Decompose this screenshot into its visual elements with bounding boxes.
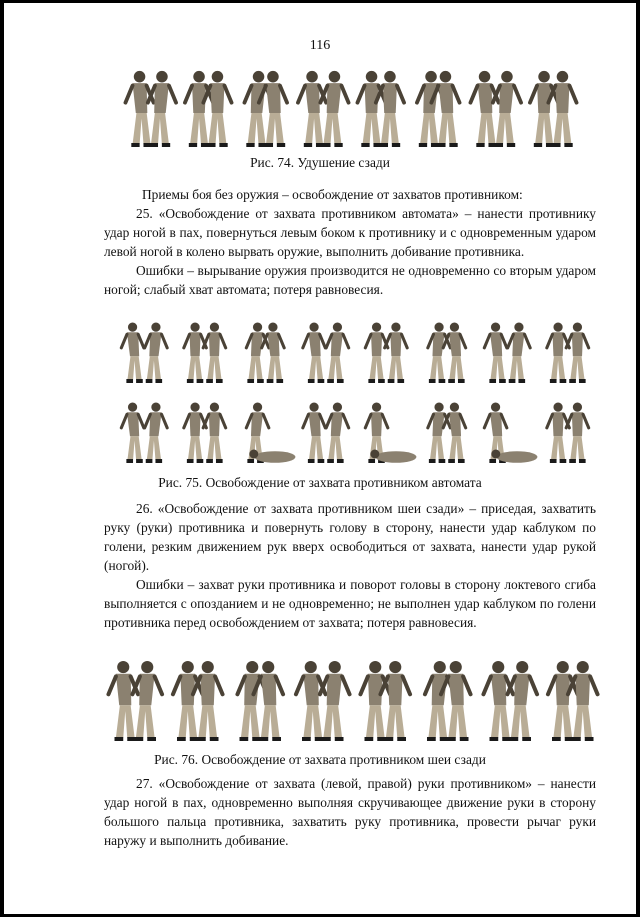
soldier-figure [125,71,153,147]
figure-74-illustration [122,69,582,149]
soldier-figure [298,71,326,147]
soldier-figure [443,403,466,463]
soldier-figure [121,323,144,383]
soldier-figure [508,323,531,383]
photo-frame [360,661,410,741]
photo-frame [121,323,167,383]
figure-75-illustration-row1 [114,321,598,385]
soldier-figure [303,403,326,463]
soldier-figure [320,661,350,741]
soldier-figure [193,661,223,741]
figure-74-photo-strip [122,69,582,149]
soldier-figure [547,323,570,383]
photo-frame [237,661,283,741]
text-block-1 [90,185,596,204]
soldier-figure [303,323,326,383]
soldier-figure [320,71,348,147]
soldier-figure [507,661,537,741]
soldier-figure [357,71,385,147]
figure-75-caption: Рис. 75. Освобождение от захвата противником автомата [158,475,482,490]
errors-25-paragraph: Ошибки – вырывание оружия производится не одновременно со вторым ударом ногой; слабый хват автомата; потеря равновесия. [104,263,596,297]
photo-frame [108,661,162,741]
soldier-figure [262,323,285,383]
photo-frame [547,323,589,383]
soldier-figure [493,71,521,147]
photo-frame [365,323,407,383]
figure-76-caption: Рис. 76. Освобождение от захвата противником шеи сзади [154,752,486,767]
photo-frame [428,323,466,383]
soldier-figure [483,661,513,741]
photo-frame [184,323,226,383]
soldier-figure [326,403,349,463]
soldier-figure [530,71,558,147]
soldier-figure [148,71,176,147]
soldier-figure [203,403,226,463]
soldier-figure [246,323,269,383]
soldier-figure [548,71,576,147]
photo-frame [173,661,223,741]
text-block-26 [104,499,596,632]
photo-frame [296,661,350,741]
page-number: 116 [309,38,331,53]
photo-frame [365,403,416,463]
item-25-paragraph: 25. «Освобождение от захвата противником автомата» – нанести противнику удар ногой в пах, повернуться левым боком к противнику и с одновременным ударом левой ногой в колено вырвать оружие, выполнить добивание противника. [104,206,596,259]
soldier-figure [184,403,207,463]
photo-frame [244,71,287,147]
photo-frame [357,71,404,147]
photo-frame [425,661,471,741]
soldier-figure [491,450,537,463]
photo-frame [246,323,284,383]
soldier-figure [145,403,168,463]
soldier-figure [370,450,416,463]
soldier-figure [566,403,589,463]
soldier-figure [470,71,498,147]
photo-frame [483,661,537,741]
photo-frame [121,403,167,463]
text-block-25 [104,204,596,299]
figure-75-photo-strip-row1 [114,321,598,385]
soldier-figure [365,323,388,383]
photo-frame [246,403,295,463]
soldier-figure [132,661,162,741]
item-26-paragraph: 26. «Освобождение от захвата противником шеи сзади» – приседая, захватить руку (руки) противника и повернуть голову в сторону, нанести удар каблуком по голени, резким движением рук вверх освободиться от захвата, нанести удар рукой (ногой). [104,501,596,573]
soldier-figure [326,323,349,383]
figure-75-photo-strip-row2 [114,401,598,465]
photo-frame [303,403,349,463]
soldier-figure [568,661,598,741]
soldier-figure [185,71,213,147]
document-page [4,3,636,914]
figure-76-illustration [104,659,604,743]
soldier-figure [296,661,326,741]
photo-frame [428,403,466,463]
text-block-27 [104,774,596,850]
photo-frame [417,71,460,147]
photo-frame [185,71,232,147]
photo-frame [484,323,530,383]
figure-75-illustration-row2 [114,401,598,465]
soldier-figure [380,661,410,741]
soldier-figure [443,323,466,383]
figure-74-caption: Рис. 74. Удушение сзади [250,155,390,170]
figure-76-photo-strip [104,659,604,743]
soldier-figure [547,403,570,463]
photo-frame [184,403,226,463]
photo-frame [530,71,577,147]
soldier-figure [484,323,507,383]
photo-frame [470,71,521,147]
soldier-figure [428,323,451,383]
soldier-figure [184,323,207,383]
soldier-figure [145,323,168,383]
soldier-figure [566,323,589,383]
soldier-figure [108,661,138,741]
soldier-figure [203,323,226,383]
photo-frame [548,661,598,741]
soldier-figure [360,661,390,741]
photo-frame [303,323,349,383]
photo-frame [484,403,537,463]
soldier-figure [173,661,203,741]
soldier-figure [376,71,404,147]
soldier-figure [548,661,578,741]
soldier-figure [249,450,295,463]
photo-frame [298,71,349,147]
photo-frame [125,71,176,147]
errors-26-paragraph: Ошибки – захват руки противника и поворот головы в сторону локтевого сгиба выполняется с опозданием и не одновременно; не выполнен удар каблуком по голени противника перед освобождением от захвата; потеря равновесия. [104,577,596,630]
soldier-figure [203,71,231,147]
soldier-figure [385,323,408,383]
item-27-paragraph: 27. «Освобождение от захвата (левой, правой) руки противником» – нанести удар ногой в пах, одновременно выполняя скручивающее движение руки в сторону большого пальца противника, захватить руку противника, провести рычаг руки наружу и выполнить добивание. [104,776,596,848]
photo-frame [547,403,589,463]
intro-paragraph: Приемы боя без оружия – освобождение от захватов противником: [142,187,523,202]
soldier-figure [121,403,144,463]
soldier-figure [428,403,451,463]
